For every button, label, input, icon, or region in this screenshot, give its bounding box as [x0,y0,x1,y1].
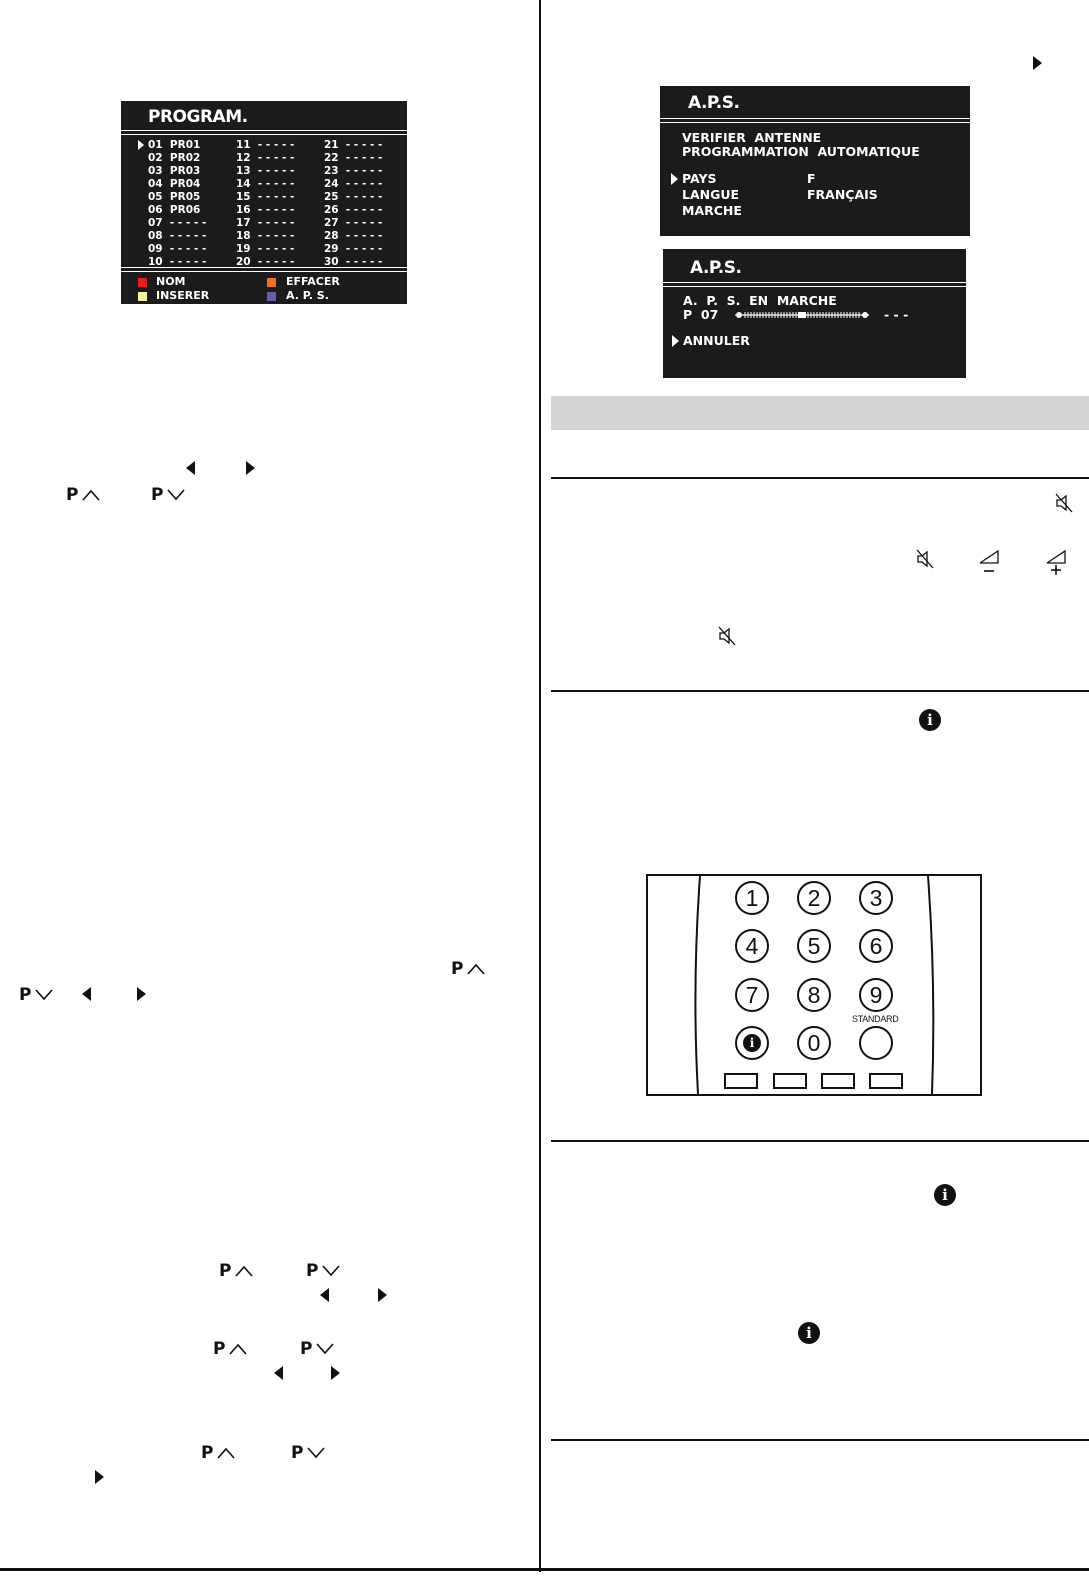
section-rule [551,1140,1089,1142]
page-bottom-rule [0,1568,1089,1571]
aps-running-title: A.P.S. [690,258,742,278]
divider [121,134,407,135]
volume-down-icon [978,549,1000,575]
p-letter: P [201,1443,214,1463]
selector-arrow-icon [138,140,144,150]
program-up-key [219,1261,253,1281]
info-icon: i [798,1322,820,1344]
green-function-button[interactable] [773,1073,807,1089]
program-entry[interactable]: 26 - - - - - [324,204,383,216]
divider [660,118,970,119]
red-key-icon [138,278,147,287]
program-entry[interactable]: 16 - - - - - [236,204,295,216]
program-entry[interactable]: 30 - - - - - [324,256,383,268]
chevron-up-icon [229,1343,247,1355]
program-entry[interactable]: 28 - - - - - [324,230,383,242]
program-entry[interactable]: 14 - - - - - [236,178,295,190]
aps-start-label: MARCHE [682,203,742,218]
program-down-key [291,1443,325,1463]
program-entry[interactable]: 01 PR01 [148,139,201,151]
info-icon: i [919,709,941,731]
program-entry[interactable]: 04 PR04 [148,178,201,190]
aps-progress-bar [735,310,869,320]
arrow-right-icon [95,1470,104,1484]
p-letter: P [66,485,79,505]
program-entry[interactable]: 20 - - - - - [236,256,295,268]
arrow-right-icon [378,1288,387,1302]
chevron-down-icon [167,489,185,501]
section-rule [551,690,1089,692]
program-down-key [19,985,53,1005]
arrow-left-icon [82,987,91,1001]
program-entry[interactable]: 24 - - - - - [324,178,383,190]
mute-icon [718,626,736,646]
aps-country-label: PAYS [682,171,717,186]
program-entry[interactable]: 13 - - - - - [236,165,295,177]
p-letter: P [291,1443,304,1463]
standard-label: STANDARD [852,1014,899,1024]
orange-key-icon [267,278,276,287]
digit-4-button[interactable]: 4 [735,929,769,963]
legend-aps: A. P. S. [286,289,329,302]
program-entry[interactable]: 03 PR03 [148,165,201,177]
divider [660,122,970,123]
chevron-up-icon [467,963,485,975]
aps-menu-screen [660,86,970,236]
aps-language-value: FRANÇAIS [807,187,878,202]
program-entry[interactable]: 27 - - - - - [324,217,383,229]
aps-menu-title: A.P.S. [688,93,740,113]
program-entry[interactable]: 09 - - - - - [148,243,207,255]
chevron-down-icon [35,989,53,1001]
p-letter: P [213,1339,226,1359]
chevron-up-icon [82,489,100,501]
p-letter: P [451,959,464,979]
program-menu-screen [121,101,407,304]
program-entry[interactable]: 18 - - - - - [236,230,295,242]
chevron-down-icon [322,1265,340,1277]
remote-control-illustration [646,874,982,1096]
p-letter: P [219,1261,232,1281]
selector-arrow-icon [671,173,678,185]
arrow-right-icon [246,461,255,475]
section-rule [551,1439,1089,1441]
digit-7-button[interactable]: 7 [735,978,769,1012]
arrow-right-icon [1033,56,1042,70]
aps-running-screen [663,249,966,378]
legend-nom: NOM [156,275,186,288]
aps-country-value: F [807,171,816,186]
divider [663,286,966,287]
program-entry[interactable]: 21 - - - - - [324,139,383,151]
section-header-bar [551,396,1089,430]
program-entry[interactable]: 11 - - - - - [236,139,295,151]
p-letter: P [151,485,164,505]
digit-1-button[interactable]: 1 [735,881,769,915]
selector-arrow-icon [672,335,679,347]
p-letter: P [300,1339,313,1359]
digit-9-button[interactable]: 9 [859,978,893,1012]
program-entry[interactable]: 02 PR02 [148,152,201,164]
program-entry[interactable]: 07 - - - - - [148,217,207,229]
yellow-function-button[interactable] [821,1073,855,1089]
divider [121,130,407,131]
program-up-key [213,1339,247,1359]
divider [121,271,407,272]
program-entry[interactable]: 25 - - - - - [324,191,383,203]
legend-effacer: EFFACER [286,275,340,288]
chevron-down-icon [316,1343,334,1355]
legend-inserer: INSERER [156,289,210,302]
chevron-down-icon [307,1447,325,1459]
info-button[interactable] [735,1026,769,1060]
program-up-key [451,959,485,979]
program-menu-title: PROGRAM. [148,107,248,127]
p-letter: P [19,985,32,1005]
aps-running-status: A. P. S. EN MARCHE [683,293,837,308]
chevron-up-icon [235,1265,253,1277]
program-entry[interactable]: 29 - - - - - [324,243,383,255]
blue-function-button[interactable] [869,1073,903,1089]
arrow-left-icon [274,1366,283,1380]
program-entry[interactable]: 10 - - - - - [148,256,207,268]
chevron-up-icon [217,1447,235,1459]
program-up-key [201,1443,235,1463]
column-divider [539,0,541,1572]
section-rule [551,477,1089,479]
program-entry[interactable]: 17 - - - - - [236,217,295,229]
aps-auto-programming: PROGRAMMATION AUTOMATIQUE [682,144,920,159]
program-entry[interactable]: 22 - - - - - [324,152,383,164]
program-entry[interactable]: 15 - - - - - [236,191,295,203]
blue-key-icon [267,292,276,301]
aps-check-antenna: VERIFIER ANTENNE [682,130,822,145]
aps-cancel-label[interactable]: ANNULER [683,333,750,348]
program-entry[interactable]: 08 - - - - - [148,230,207,242]
program-entry[interactable]: 23 - - - - - [324,165,383,177]
p-letter: P [306,1261,319,1281]
program-down-key [151,485,185,505]
yellow-key-icon [138,292,147,301]
digit-8-button[interactable]: 8 [797,978,831,1012]
mute-icon [916,549,934,569]
program-down-key [300,1339,334,1359]
mute-icon [1055,493,1073,513]
program-entry[interactable]: 06 PR06 [148,204,201,216]
divider [663,282,966,283]
digit-6-button[interactable]: 6 [859,929,893,963]
volume-up-icon [1045,549,1067,575]
red-function-button[interactable] [724,1073,758,1089]
program-up-key [66,485,100,505]
program-entry[interactable]: 19 - - - - - [236,243,295,255]
aps-language-label: LANGUE [682,187,740,202]
digit-2-button[interactable]: 2 [797,881,831,915]
digit-0-button[interactable]: 0 [797,1026,831,1060]
program-down-key [306,1261,340,1281]
arrow-left-icon [186,461,195,475]
aps-frequency: - - - [884,307,909,322]
arrow-left-icon [320,1288,329,1302]
program-entry[interactable]: 05 PR05 [148,191,201,203]
info-icon: i [743,1034,761,1052]
info-icon: i [934,1184,956,1206]
arrow-right-icon [331,1366,340,1380]
arrow-right-icon [137,987,146,1001]
progress-knob [798,312,806,318]
digit-3-button[interactable]: 3 [859,881,893,915]
program-entry[interactable]: 12 - - - - - [236,152,295,164]
standard-button[interactable] [859,1026,893,1060]
aps-program-number: P 07 [683,307,719,322]
digit-5-button[interactable]: 5 [797,929,831,963]
